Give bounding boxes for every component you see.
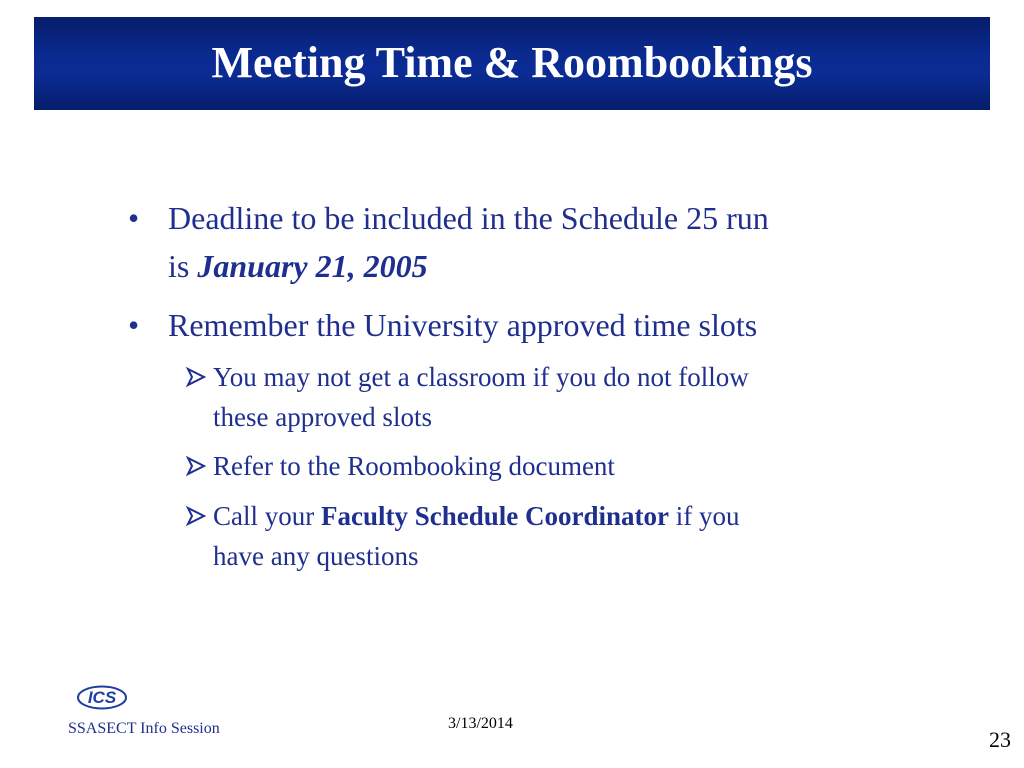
footer-date: 3/13/2014: [448, 715, 513, 732]
bullet-deadline-line2: [168, 245, 928, 288]
sub-bullet-classroom-line1: You may not get a classroom if you do not follow: [213, 362, 749, 392]
deadline-prefix: is: [168, 248, 198, 284]
ics-logo-icon: [76, 684, 128, 711]
sub-bullet-coordinator-line1: [213, 497, 903, 535]
sub-bullet-coordinator-line2: have any questions: [213, 541, 419, 571]
bullet-deadline-line1: Deadline to be included in the Schedule 25 run: [168, 200, 769, 236]
title-bar: [34, 17, 990, 110]
sub-bullet-classroom-line2: these approved slots: [213, 402, 432, 432]
page-number: 23: [989, 727, 1011, 752]
arrow-bullet-icon: [185, 358, 211, 396]
sub-bullet-roombooking-text: Refer to the Roombooking document: [213, 451, 615, 481]
coordinator-suffix: if you: [669, 501, 740, 531]
logo-text: ICS: [87, 688, 117, 707]
coordinator-prefix: Call your: [213, 501, 321, 531]
coordinator-emphasis: Faculty Schedule Coordinator: [321, 501, 669, 531]
arrow-bullet-icon: [185, 447, 211, 485]
arrow-bullet-icon: [185, 497, 211, 535]
bullet-dot-icon: •: [128, 307, 140, 343]
slide-title: Meeting Time & Roombookings: [211, 37, 813, 87]
deadline-date: January 21, 2005: [197, 248, 428, 284]
bullet-dot-icon: •: [128, 200, 140, 236]
bullet-time-slots-text: Remember the University approved time slots: [168, 307, 758, 343]
footer-session-name: SSASECT Info Session: [68, 720, 220, 737]
